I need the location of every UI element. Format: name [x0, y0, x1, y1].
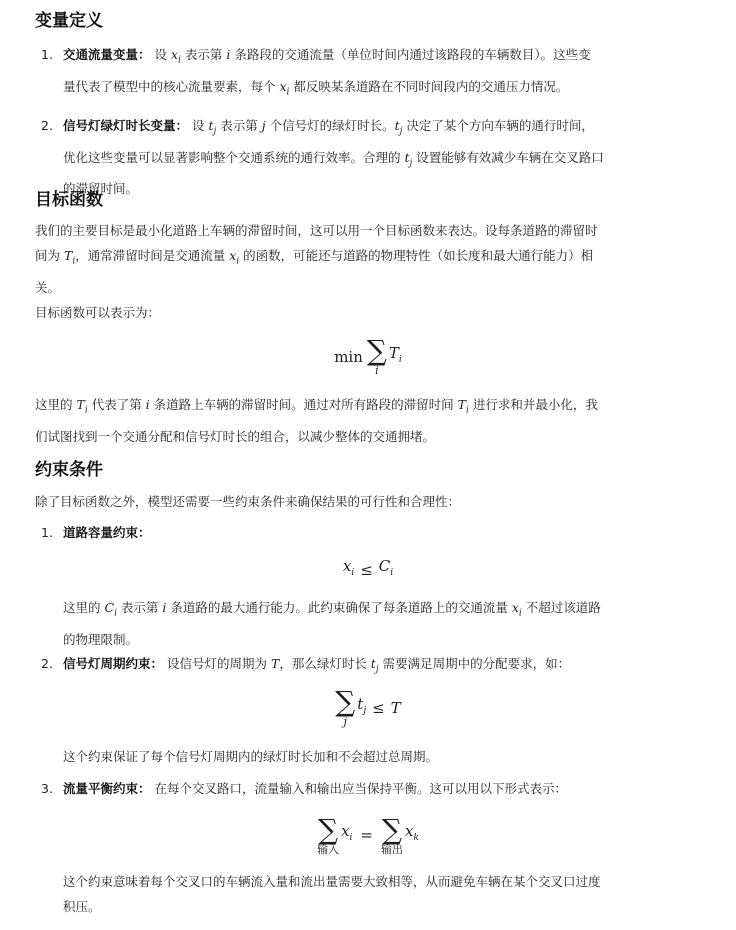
list-item: 1. 交通流量变量： 设 $x_i$ 表示第 i 条路段的交通流量（单位时间内通过该路段的车辆数目）。这些变 量代表了模型中的核心流量要素，每个 $x_i$ 都反映某条道路在不同时间段内的交通压力情况。	[35, 42, 695, 105]
equation-flow-balance: ∑ 输入 $x_i$ = ∑ 输出 $x_k$	[317, 812, 419, 856]
equation-capacity: $x_i$ ≤ $C_i$	[342, 557, 394, 579]
item-label: 流量平衡约束：	[63, 781, 151, 796]
math-T-i: $T_i$	[457, 397, 469, 416]
math-T-i: $T_i$	[76, 397, 88, 416]
item-label: 信号灯绿灯时长变量：	[63, 118, 189, 133]
math-t-j: $t_j$	[208, 118, 217, 137]
variable-list	[35, 42, 695, 201]
list-number: 1.	[41, 47, 53, 62]
constraint-capacity	[35, 520, 695, 545]
heading-variable-definition: 变量定义	[35, 11, 103, 31]
list-number: 3.	[41, 781, 53, 796]
item-label: 信号灯周期约束：	[63, 656, 164, 671]
objective-intro: 目标函数可以表示为：	[35, 305, 161, 320]
equation-signal-cycle: ∑ j $t_j$ ≤ T	[335, 685, 401, 728]
equation-objective: min ∑ i $T_i$	[334, 334, 402, 377]
objective-paragraph: 我们的主要目标是最小化道路上车辆的滞留时间，这可以用一个目标函数来表达。设每条道路的滞留时 间为 $T_i$，通常滞留时间是交通流量 $x_i$ 的函数，可能还与道路的物理特性（如长度和最大通行能力）相 关。	[35, 223, 598, 295]
signal-cycle-explanation: 这个约束保证了每个信号灯周期内的绿灯时长加和不会超过总周期。	[63, 749, 439, 764]
flow-balance-explanation: 这个约束意味着每个交叉口的车辆流入量和流出量需要大致相等，从而避免车辆在某个交叉口过度 积压。	[63, 874, 601, 914]
capacity-explanation: 这里的 $C_i$ 表示第 i 条道路的最大通行能力。此约束确保了每条道路上的交通流量 $x_i$ 不超过该道路 的物理限制。	[63, 600, 601, 647]
constraint-flow-balance: 3. 流量平衡约束： 在每个交叉路口，流量输入和输出应当保持平衡。这可以用以下形式表示：	[35, 776, 695, 801]
list-number: 2.	[41, 118, 53, 133]
item-label: 道路容量约束：	[63, 525, 151, 540]
heading-objective-function: 目标函数	[35, 190, 103, 210]
constraints-intro: 除了目标函数之外，模型还需要一些约束条件来确保结果的可行性和合理性：	[35, 494, 461, 509]
math-x-i: $x_i$	[170, 47, 181, 66]
item-label: 交通流量变量：	[63, 47, 151, 62]
math-t-j: $t_j$	[394, 118, 403, 137]
math-x-i: $x_i$	[279, 78, 290, 97]
list-item: 2. 信号灯绿灯时长变量： 设 $t_j$ 表示第 j 个信号灯的绿灯时长。$t_j$ 决定了某个方向车辆的通行时间， 优化这些变量可以显著影响整个交通系统的通行效率。合理的 $t_j$ 设置能够有效减少车辆在交叉路口 的滞留时间。	[35, 113, 695, 201]
math-x-i: $x_i$	[229, 248, 240, 267]
heading-constraints: 约束条件	[35, 460, 103, 480]
math-T-i: $T_i$	[63, 248, 76, 267]
list-number: 1.	[41, 525, 53, 540]
list-number: 2.	[41, 656, 53, 671]
constraint-signal-cycle: 2. 信号灯周期约束： 设信号灯的周期为 T，那么绿灯时长 $t_j$ 需要满足周期中的分配要求，如：	[35, 651, 695, 683]
math-t-j: $t_j$	[404, 149, 413, 168]
objective-explanation: 这里的 $T_i$ 代表了第 i 条道路上车辆的滞留时间。通过对所有路段的滞留时间 $T_i$ 进行求和并最小化，我 们试图找到一个交通分配和信号灯时长的组合，以减少整体的交通拥堵。	[35, 397, 598, 444]
